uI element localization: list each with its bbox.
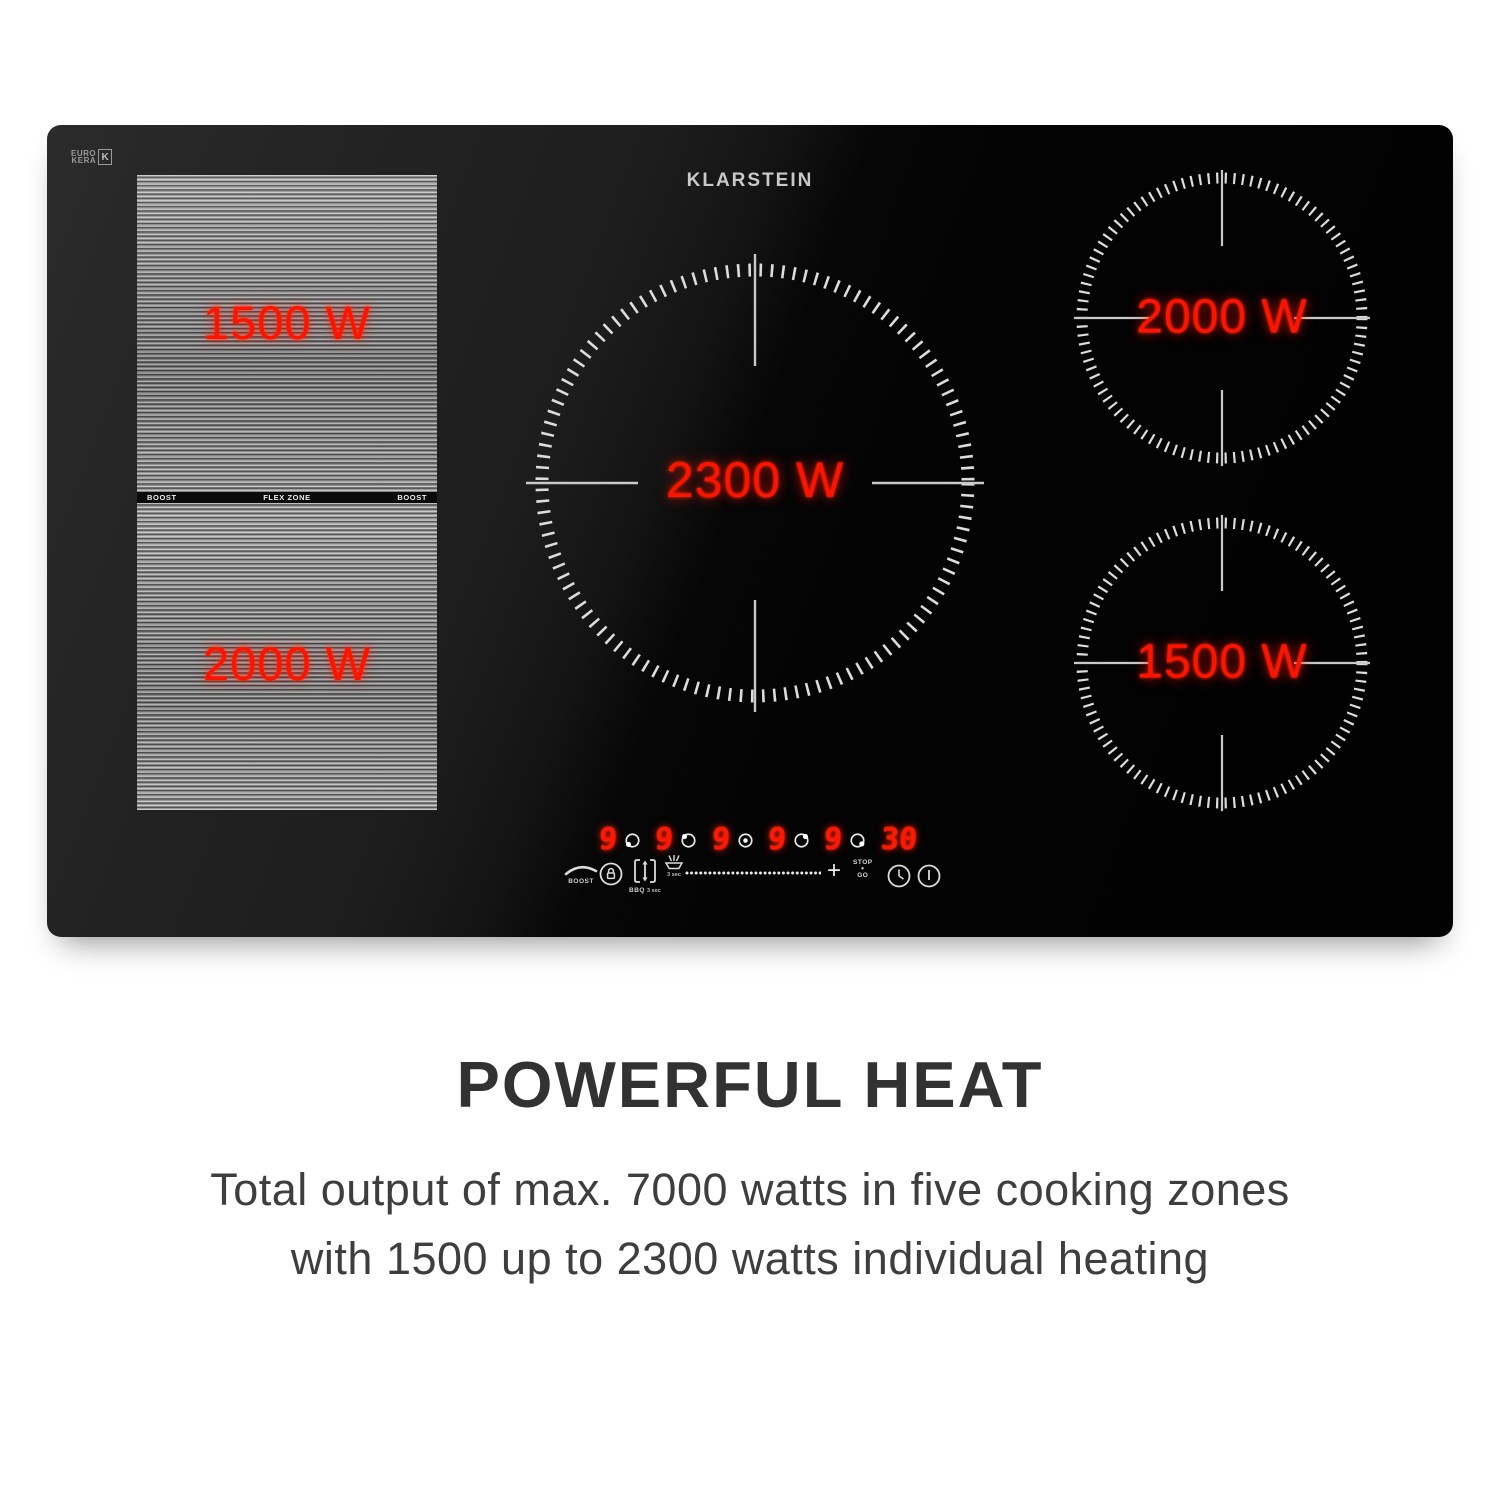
zone5-indicator-icon	[849, 832, 866, 849]
flex-strip-label: FLEX ZONE	[263, 493, 311, 502]
eurokera-logo	[71, 149, 112, 165]
description-line1: Total output of max. 7000 watts in five cooking zones	[210, 1164, 1290, 1215]
timer-display: 30	[879, 822, 919, 857]
zone3-indicator-icon	[737, 832, 754, 849]
lock-icon	[598, 861, 624, 887]
zone4-power-display: 9	[768, 827, 810, 853]
timer-button	[886, 863, 912, 889]
zone5-power-display: 9	[824, 827, 866, 853]
plus-button: +	[827, 857, 842, 884]
eurokera-k-icon: K	[98, 149, 112, 165]
zone2-power-display: 9	[655, 827, 697, 853]
clock-icon	[886, 863, 912, 889]
power-slider	[685, 871, 821, 875]
eurokera-text	[71, 150, 96, 164]
boost-icon	[563, 863, 599, 876]
boost-button: BOOST	[563, 863, 599, 885]
power-button	[916, 863, 942, 889]
bbq-lift-icon	[631, 857, 659, 885]
flex-zone-top-wattage: 1500 W	[203, 296, 371, 349]
rear-right-zone-wattage: 2000 W	[1136, 290, 1308, 344]
description-line2: with 1500 up to 2300 watts individual heating	[290, 1233, 1210, 1284]
zone3-power-display: 9	[712, 827, 754, 853]
keep-warm-icon	[662, 854, 686, 872]
zone2-indicator-icon	[680, 832, 697, 849]
touch-control-panel	[47, 853, 1453, 913]
flex-zone-strip	[137, 492, 437, 503]
zone1-power-display: 9	[599, 827, 641, 853]
brand-logo: KLARSTEIN	[686, 170, 814, 191]
power-icon	[916, 863, 942, 889]
bbq-lift-button: BBQ 3 sec	[629, 857, 661, 894]
section-title: POWERFUL HEAT	[456, 1048, 1044, 1121]
flex-zone	[137, 175, 437, 810]
section-description	[0, 1155, 1500, 1293]
stop-go-button: STOP • GO	[853, 859, 873, 879]
zone4-indicator-icon	[793, 832, 810, 849]
caption-section	[0, 1048, 1500, 1293]
keep-warm-button: 3 sec	[662, 854, 686, 878]
center-zone-wattage: 2300 W	[665, 452, 845, 508]
flex-strip-boost-left: BOOST	[147, 493, 177, 502]
zone1-indicator-icon	[624, 832, 641, 849]
front-right-zone-wattage: 1500 W	[1136, 635, 1308, 689]
eurokera-line2: KERA	[71, 156, 97, 165]
flex-zone-bottom-wattage: 2000 W	[203, 637, 371, 690]
child-lock-button	[598, 861, 624, 887]
eurokera-line1: EURO	[71, 149, 97, 158]
flex-strip-boost-right: BOOST	[397, 493, 427, 502]
induction-hob	[47, 125, 1453, 937]
